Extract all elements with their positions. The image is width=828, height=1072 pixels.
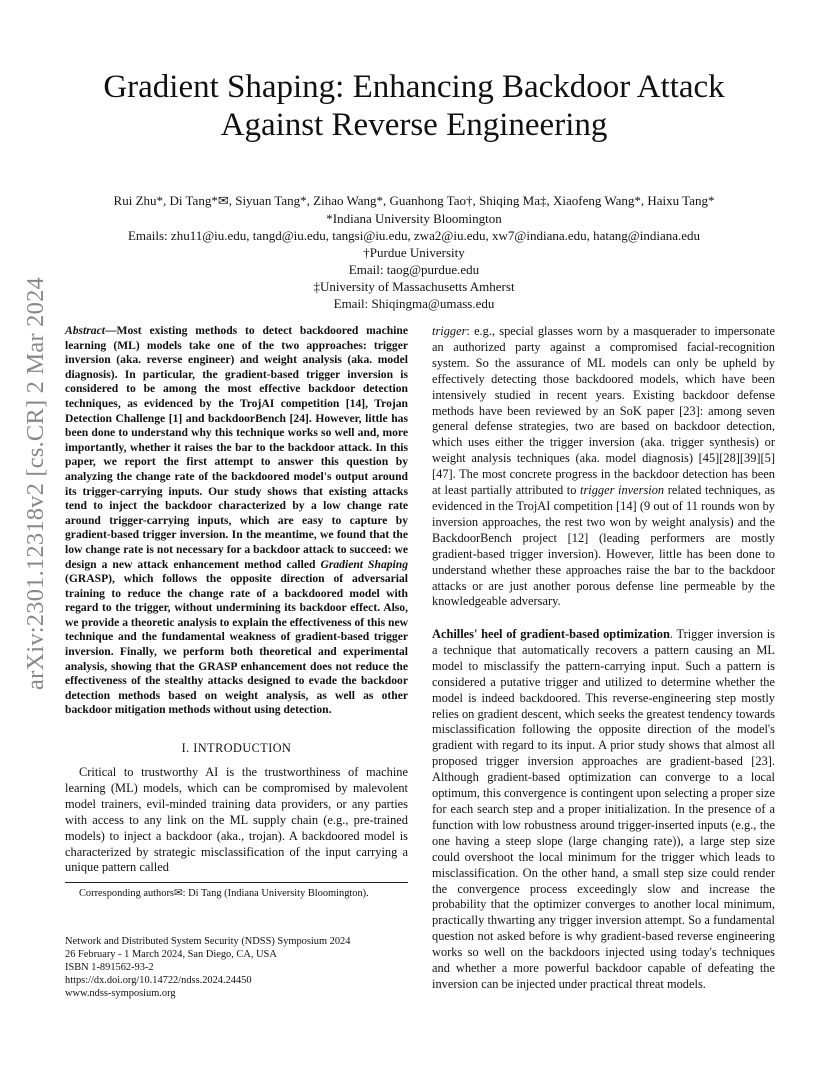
section-heading-introduction: I. INTRODUCTION bbox=[181, 741, 292, 755]
emails-1: Emails: zhu11@iu.edu, tangd@iu.edu, tangsi@iu.edu, zwa2@iu.edu, xw7@indiana.edu, hatang@indiana.edu bbox=[127, 228, 701, 243]
right-p1-text-1: : e.g., special glasses worn by a masquerader to impersonate an authorized party against a compromised facial-recognition system. So the assurance of ML models can only be upheld by effectively detecting those backdoored models, which have been intensively studied in recent years. Existing backdoor defense methods have been reviewed by an SoK paper [23]: among seven general defense strategies, two are based on backdoor detection, which uses either the trigger inversion (aka. trigger synthesis) or weight analysis techniques (aka. model diagnosis) [45][28][39][5][47]. The most concrete progress in the backdoor detection has been at least partially attributed to bbox=[432, 324, 775, 498]
title-line-2: Against Reverse Engineering bbox=[220, 107, 608, 143]
affiliation-1: *Indiana University Bloomington bbox=[326, 211, 502, 226]
right-paragraph-1 bbox=[432, 324, 775, 610]
arxiv-identifier: arXiv:2301.12318v2 [cs.CR] 2 Mar 2024 bbox=[22, 277, 49, 690]
right-paragraph-2 bbox=[432, 627, 775, 993]
conference-line-4: https://dx.doi.org/10.14722/ndss.2024.24450 bbox=[65, 975, 252, 986]
footnote-rule bbox=[65, 882, 408, 883]
author-block bbox=[40, 192, 788, 312]
abstract-method-name: Gradient Shaping bbox=[320, 557, 409, 571]
right-p2-text: . Trigger inversion is a technique that automatically recovers a pattern causing an ML model to misclassify the pattern-carrying input. Such a pattern is considered a putative trigger and utilized to determine whether the model is indeed backdoored. This reverse-engineering step mostly relies on gradient descent, which seeks the greatest tendency towards misclassification following the opposite direction of the model's gradient with regard to its input. A prior study shows that almost all proposed trigger inversion approaches are gradient-based [23]. Although gradient-based optimization can converge to a local optimum, this convergence is contingent upon selecting a proper size for each search step and a proper initialization. In the presence of a function with low robustness around trigger-inserted inputs (e.g., the one having a steep slope (large changing rate)), a large step size could overshoot the local minimum for the trigger which leads to misclassification. On the other hand, a small step size could render the convergence process exceedingly slow and increase the probability that the optimizer converges to another local minimum, practically thwarting any trigger inversion attempt. So a fundamental question not asked before is why gradient-based reverse engineering works so well on the backdoors injected using today's techniques and whether a more powerful backdoor capable of defeating the inversion can be injected under practical threat models. bbox=[432, 627, 775, 991]
right-p1-trigger: trigger bbox=[432, 324, 467, 338]
abstract bbox=[65, 324, 408, 718]
emails-2: Email: taog@purdue.edu bbox=[348, 262, 480, 277]
footnote: Corresponding authors✉: Di Tang (Indiana University Bloomington). bbox=[79, 888, 369, 899]
affiliation-3: ‡University of Massachusetts Amherst bbox=[313, 279, 515, 294]
intro-text: Critical to trustworthy AI is the trustworthiness of machine learning (ML) models, which can be compromised by malevolent model trainers, evil-minded training data providers, or any parties with access to any link on the ML supply chain (e.g., pre-trained models) to inject a backdoor (aka., trojan). A backdoored model is characterized by strategic misclassification of the input carrying a unique pattern called bbox=[65, 765, 408, 875]
conference-info bbox=[65, 935, 408, 1000]
paper-title bbox=[60, 68, 768, 144]
title-line-1: Gradient Shaping: Enhancing Backdoor Attack bbox=[103, 69, 725, 105]
conference-line-5: www.ndss-symposium.org bbox=[65, 988, 176, 999]
conference-line-1: Network and Distributed System Security (NDSS) Symposium 2024 bbox=[65, 936, 351, 947]
affiliation-2: †Purdue University bbox=[363, 245, 465, 260]
abstract-label: Abstract bbox=[65, 324, 105, 337]
right-p1-text-2: related techniques, as evidenced in the TrojAI competition [14] (9 out of 11 rounds won by inversion approaches, the rest two won by weight analysis) and the BackdoorBench project [12] (leading performers are mostly gradient-based trigger inversion). However, little has been done to understand whether these approaches raise the bar to the backdoor attacks or are just another porous defense line permeable by the knowledgeable adversary. bbox=[432, 483, 775, 609]
author-names: Rui Zhu*, Di Tang*✉, Siyuan Tang*, Zihao Wang*, Guanhong Tao†, Shiqing Ma‡, Xiaofeng Wang*, Haixu Tang* bbox=[113, 193, 715, 208]
conference-line-3: ISBN 1-891562-93-2 bbox=[65, 962, 154, 973]
abstract-dash: — bbox=[104, 324, 117, 337]
right-p2-heading: Achilles' heel of gradient-based optimization bbox=[432, 627, 670, 641]
emails-3: Email: Shiqingma@umass.edu bbox=[333, 296, 495, 311]
conference-line-2: 26 February - 1 March 2024, San Diego, CA, USA bbox=[65, 949, 277, 960]
right-p1-trigger-inversion: trigger inversion bbox=[580, 483, 665, 498]
abstract-text-a: Most existing methods to detect backdoored machine learning (ML) models take one of the two approaches: trigger inversion (aka. reverse engineer) and weight analysis (aka. model diagnosis). In particular, the gradient-based trigger inversion is considered to be among the most effective backdoor detection techniques, as evidenced by the TrojAI competition [14], Trojan Detection Challenge [1] and backdoorBench [24]. However, little has been done to understand why this technique works so well and, more importantly, whether it raises the bar to the backdoor attack. In this paper, we report the first attempt to answer this question by analyzing the change rate of the backdoored model's output around its trigger-carrying inputs. Our study shows that existing attacks tend to inject the backdoor characterized by a low change rate around trigger-carrying inputs, which are easy to capture by gradient-based trigger inversion. In the meantime, we found that the low change rate is not necessary for a backdoor attack to succeed: we design a new attack enhancement method called bbox=[65, 324, 408, 571]
abstract-text-b: (GRASP), which follows the opposite direction of adversarial training to reduce the change rate of a backdoored model with regard to the trigger, without undermining its backdoor effect. Also, we provide a theoretic analysis to explain the effectiveness of this new technique and the fundamental weakness of gradient-based trigger inversion. Finally, we perform both theoretical and experimental analysis, showing that the GRASP enhancement does not reduce the effectiveness of the stealthy attacks designed to evade the backdoor detection methods based on weight analysis, as well as other backdoor mitigation methods without using detection. bbox=[65, 572, 408, 717]
intro-paragraph bbox=[65, 765, 408, 876]
